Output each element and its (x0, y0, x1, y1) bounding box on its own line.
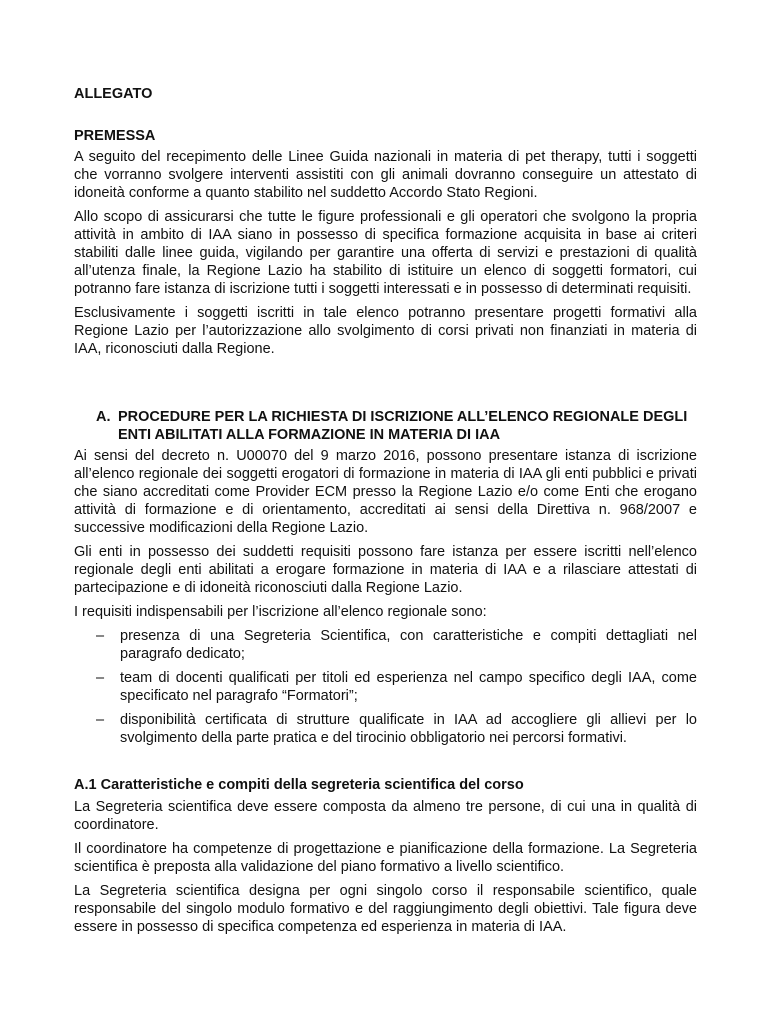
section-a1-heading: A.1 Caratteristiche e compiti della segreteria scientifica del corso (74, 777, 524, 793)
requirements-list (74, 627, 697, 747)
section-a1-paragraph: La Segreteria scientifica deve essere composta da almeno tre persone, di cui una in qualità di coordinatore. (74, 799, 697, 833)
list-item (74, 627, 697, 663)
requirement-text: team di docenti qualificati per titoli ed esperienza nel campo specifico degli IAA, come specificato nel paragrafo “Formatori”; (120, 670, 697, 704)
list-item (74, 669, 697, 705)
section-a-heading (74, 408, 697, 444)
document-page (74, 84, 697, 942)
dash-bullet: – (96, 712, 105, 728)
section-a1-paragraph: La Segreteria scientifica designa per ogni singolo corso il responsabile scientifico, quale responsabile del singolo modulo formativo e del raggiungimento degli obiettivi. Tale figura deve essere in possesso di specifica competenza ed esperienza in materia di IAA. (74, 883, 697, 935)
requirement-text: presenza di una Segreteria Scientifica, con caratteristiche e compiti dettagliati nel paragrafo dedicato; (120, 628, 697, 662)
section-a-paragraph: Ai sensi del decreto n. U00070 del 9 marzo 2016, possono presentare istanza di iscrizione all’elenco regionale dei soggetti erogatori di formazione in materia di IAA gli enti pubblici e privati che siano accreditati come Provider ECM presso la Regione Lazio e/o come Enti che erogano attività di formazione e di orientamento, accreditati ai sensi della Direttiva n. 968/2007 e successive modificazioni della Regione Lazio. (74, 448, 697, 536)
section-a-paragraph: Gli enti in possesso dei suddetti requisiti possono fare istanza per essere iscritti nell’elenco regionale degli enti abilitati a erogare formazione in materia di IAA e a rilasciare attestati di partecipazione e di idoneità riconosciuti dalla Regione Lazio. (74, 544, 697, 596)
premessa-paragraph: Allo scopo di assicurarsi che tutte le figure professionali e gli operatori che svolgono la propria attività in ambito di IAA siano in possesso di specifica formazione acquisita in base ai criteri stabiliti dalle linee guida, vigilando per garantire una offerta di servizi e prestazioni di qualità all’utenza finale, la Regione Lazio ha stabilito di istituire un elenco di soggetti formatori, cui potranno fare istanza di iscrizione tutti i soggetti interessati e in possesso di determinati requisiti. (74, 209, 697, 297)
section-a-letter: A. (96, 409, 111, 425)
requirement-text: disponibilità certificata di strutture qualificate in IAA ad accogliere gli allievi per lo svolgimento della parte pratica e del tirocinio obbligatorio nei percorsi formativi. (120, 712, 697, 746)
dash-bullet: – (96, 628, 105, 644)
premessa-paragraph: A seguito del recepimento delle Linee Guida nazionali in materia di pet therapy, tutti i soggetti che vorranno svolgere interventi assistiti con gli animali dovranno conseguire un attestato di idoneità conforme a quanto stabilito nel suddetto Accordo Stato Regioni. (74, 149, 697, 201)
dash-bullet: – (96, 670, 105, 686)
premessa-heading: PREMESSA (74, 128, 156, 144)
section-a-title: PROCEDURE PER LA RICHIESTA DI ISCRIZIONE ALL’ELENCO REGIONALE DEGLI ENTI ABILITATI ALLA FORMAZIONE IN MATERIA DI IAA (118, 409, 688, 443)
premessa-paragraph: Esclusivamente i soggetti iscritti in tale elenco potranno presentare progetti formativi alla Regione Lazio per l’autorizzazione allo svolgimento di corsi privati non finanziati in materia di IAA, riconosciuti dalla Regione. (74, 305, 697, 357)
attachment-heading: ALLEGATO (74, 86, 153, 102)
list-item (74, 711, 697, 747)
section-a-paragraph: I requisiti indispensabili per l’iscrizione all’elenco regionale sono: (74, 604, 487, 620)
section-a1-paragraph: Il coordinatore ha competenze di progettazione e pianificazione della formazione. La Segreteria scientifica è preposta alla validazione del piano formativo a livello scientifico. (74, 841, 697, 875)
